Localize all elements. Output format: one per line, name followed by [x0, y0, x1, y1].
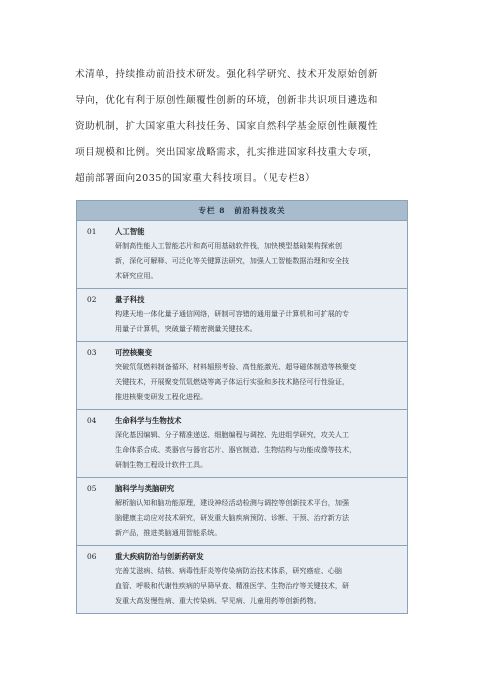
section-body: [77, 306, 407, 336]
section-quantum: [77, 289, 407, 342]
section-title: 量子科技: [115, 294, 145, 304]
section-line: 用量子计算机，突破量子精密测量关键技术。: [115, 324, 257, 333]
section-line: 研制高性能人工智能芯片和高可用基础软件栈，加快模型基础架构探索创: [115, 241, 342, 250]
section-number: 04: [87, 415, 97, 425]
section-line: 解析脑认知和脑功能原理，建设神经活动检测与调控等创新技术平台，加强: [115, 498, 350, 507]
intro-line: 超前部署面向2035的国家重大科技项目。（见专栏8）: [75, 173, 316, 184]
section-title: 可控核聚变: [115, 347, 152, 357]
section-line: 术研究应用。: [115, 271, 158, 280]
section-number: 05: [87, 483, 97, 493]
section-body: [77, 427, 407, 472]
section-line: 关键技术，开展聚变氘氚燃烧等离子体运行实验和多技术路径可行性验证，: [115, 377, 350, 386]
section-title: 生命科学与生物技术: [115, 415, 182, 425]
section-line: 构建天地一体化量子通信网络，研制可容错的通用量子计算机和可扩展的专: [115, 309, 350, 318]
section-number: 02: [87, 294, 97, 304]
section-line: 血管、呼吸和代谢性疾病的早筛早查、精准医学、生物治疗等关键技术，研: [115, 581, 350, 590]
intro-line: 项目规模和比例。突出国家战略需求，扎实推进国家科技重大专项，: [75, 147, 378, 158]
section-line: 脑健康主动应对技术研究，研发重大脑疾病预防、诊断、干预、治疗新方法: [115, 513, 350, 522]
intro-line: 导向，优化有利于原创性颠覆性创新的环境，创新非共识项目遴选和: [75, 95, 378, 106]
section-line: 发重大高发慢性病、重大传染病、罕见病、儿童用药等创新药物。: [115, 596, 321, 605]
section-number: 01: [87, 226, 97, 236]
section-title: 脑科学与类脑研究: [115, 483, 175, 493]
section-line: 完善艾滋病、结核、病毒性肝炎等传染病防治技术体系，研究癌症、心脑: [115, 566, 342, 575]
section-number: 03: [87, 347, 97, 357]
section-line: 突破氘氚燃料制备循环、材料辐照考验、高性能激光、超导磁体制造等核聚变: [115, 362, 357, 371]
section-body: [77, 359, 407, 404]
section-line: 生命体系合成、类器官与器官芯片、器官制造、生物结构与功能成像等技术，: [115, 445, 357, 454]
section-title: 重大疾病防治与创新药研发: [115, 551, 204, 561]
section-brain-science: [77, 478, 407, 546]
section-number: 06: [87, 551, 97, 561]
section-title: 人工智能: [115, 226, 145, 236]
section-body: [77, 495, 407, 540]
section-line: 新，深化可解释、可泛化等关键算法研究，加强人工智能数据治理和安全技: [115, 256, 350, 265]
section-ai: [77, 221, 407, 289]
section-line: 推进核聚变研发工程化进程。: [115, 392, 208, 401]
section-disease-drug: [77, 546, 407, 613]
section-body: [77, 238, 407, 283]
section-line: 深化基因编辑、分子精准递送、细胞编程与调控、先进组学研究，攻关人工: [115, 430, 350, 439]
column-box-title: 专栏 8 前沿科技攻关: [77, 201, 407, 221]
intro-paragraph: [75, 62, 405, 192]
intro-line: 资助机制，扩大国家重大科技任务、国家自然科学基金原创性颠覆性: [75, 121, 378, 132]
section-line: 研制生物工程设计软件工具。: [115, 460, 208, 469]
column-box: [76, 200, 408, 614]
section-life-science: [77, 410, 407, 478]
section-line: 新产品，推进类脑通用智能系统。: [115, 528, 222, 537]
intro-line: 术清单，持续推动前沿技术研发。强化科学研究、技术开发原始创新: [75, 69, 378, 80]
section-fusion: [77, 342, 407, 410]
section-body: [77, 563, 407, 608]
